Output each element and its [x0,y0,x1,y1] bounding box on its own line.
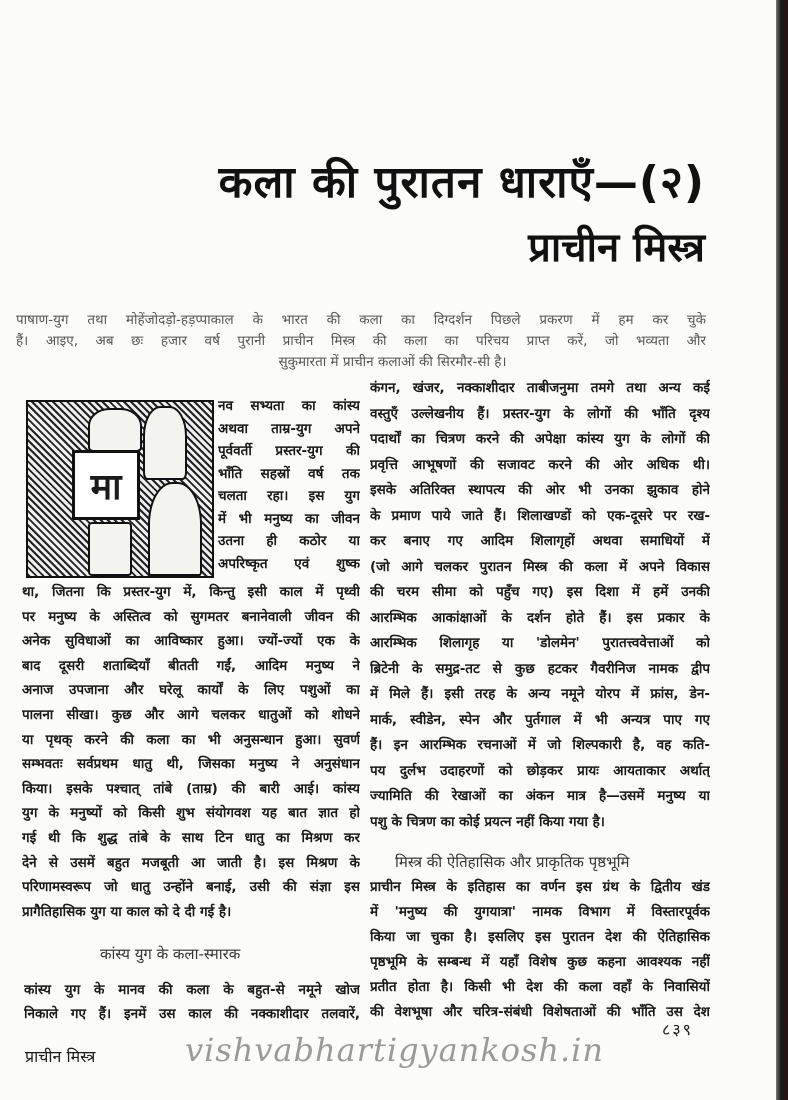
text-line: प्रतीत होता है। किसी भी देश की कला वहाँ के निवासियों [370,979,710,995]
text-line: पय दुर्लभ उदाहरणों को छोड़कर प्रायः आयताकार अर्थात् [370,762,710,779]
text-line: युग के मनुष्यों को किसी शुभ संयोगवश यह बात ज्ञात हो [22,805,360,822]
running-footer: प्राचीन मिस्त्र [25,1047,96,1066]
section-heading-background: मिस्त्र की ऐतिहासिक और प्राकृतिक पृष्ठभूमि [395,853,630,871]
text-line: पृष्ठभूमि के सम्बन्ध में यहाँ विशेष कुछ कहना आवश्यक नहीं [370,954,710,970]
watermark: vishvabhartigyankosh.in [185,1031,605,1069]
text-line: पदार्थों का चित्रण करने की अपेक्षा कांस्य युग के लोगों की [370,431,710,447]
text-line: किया जा चुका है। इसलिए इस पुरातन देश की ऐतिहासिक [370,929,710,945]
figure-seated [88,408,142,452]
text-line: में भी मनुष्य का जीवन [218,510,360,527]
figure-priest [148,482,202,576]
text-line: इसके अतिरिक्त स्थापत्य की ओर भी उनका झुकाव होने [370,482,710,498]
figure-temple [88,522,132,576]
text-line: ब्रिटेनी के समुद्र-तट से कुछ हटकर गैवरीनिज नामक द्वीप [370,660,710,677]
text-line: अनाज उपजाना और घरेलू कार्यों के लिए पशुओं का [22,682,360,699]
text-line: ज्यामिति की रेखाओं का अंकन मात्र है—उसमें मनुष्य या [370,788,710,804]
text-line: अपरिष्कृत एवं शुष्क [218,555,360,572]
text-line: हैं। इन आरम्भिक रचनाओं में जो शिल्पकारी है, वह कति- [370,737,710,753]
text-line: अनेक सुविधाओं का आविष्कार हुआ। ज्यों-ज्यों एक के [22,633,360,650]
text-line: प्राचीन मिस्त्र के इतिहास का वर्णन इस ग्रंथ के द्वितीय खंड [370,879,710,895]
text-line: में मिले हैं। इसी तरह के अन्य नमूने योरप में फ्रांस, डेन- [370,686,710,702]
text-line: आरम्भिक आकांक्षाओं के दर्शन होते हैं। इस प्रकार के [370,609,710,626]
text-line: चलता रहा। इस युग [218,488,360,504]
text-line: प्रागैतिहासिक युग या काल को दे दी गई है। [22,903,232,920]
dropcap-letter: मा [72,450,140,520]
text-line: सम्भवतः सर्वप्रथम धातु थी, जिसका मनुष्य ने अनुसंधान [22,756,360,773]
text-line: पर मनुष्य के अस्तित्व को सुगमतर बनानेवाली जीवन की [22,608,360,625]
text-line: या पृथक् करने की कला का भी अनुसन्धान हुआ। सुवर्ण [22,731,360,748]
page-number: ८३९ [662,1020,693,1039]
text-line: गई थी कि शुद्ध तांबे के साथ टिन धातु का मिश्रण कर [22,830,360,846]
text-line: पूर्ववर्ती प्रस्तर-युग की [218,443,360,459]
text-line: सुकुमारता में प्राचीन कलाओं की सिरमौर-सी है। [278,354,507,370]
text-line: के प्रमाण पाये जाते हैं। शिलाखण्डों को एक-दूसरे पर रख- [370,507,710,524]
text-line: भाँति सहस्रों वर्ष तक [218,465,360,482]
text-line: (जो आगे चलकर पुरातन मिस्त्र की कला में अपने विकास [370,558,710,575]
text-line: वस्तुएँ उल्लेखनीय हैं। प्रस्तर-युग के लोगों की भाँति दृश्य [370,405,710,422]
text-line: की वेशभूषा और चरित्र-संबंधी विशेषताओं की भाँति उस देश [370,1004,710,1020]
book-edge [776,0,788,1100]
text-line: आरम्भिक शिलागृह या 'डोलमेन' पुरातत्त्ववेत्ताओं को [370,635,710,651]
text-line: बाद दूसरी शताब्दियाँ बीतती गईं, आदिम मनुष्य ने [22,657,360,674]
chapter-title: कला की पुरातन धाराएँ—(२) [218,157,705,208]
text-line: कर बनाए गए आदिम शिलागृहों अथवा समाधियों में [370,533,710,549]
text-line: अथवा ताम्र-युग अपने [218,420,360,437]
text-line: देने से उसमें बहुत मजबूती आ जाती है। इस मिश्रण के [22,854,360,871]
text-line: पाषाण-युग तथा मोहेंजोदड़ो-हड़प्पाकाल के भारत की कला का दिग्दर्शन पिछले प्रकरण में हम कर चुके [16,312,706,328]
text-line: परिणामस्वरूप जो धातु उन्होंने बनाई, उसी की संज्ञा इस [22,879,360,896]
text-line: में 'मनुष्य की युगयात्रा' नामक विभाग में विस्तारपूर्वक [370,904,710,920]
text-line: नव सभ्यता का कांस्य [218,398,360,414]
text-line: उतना ही कठोर या [218,533,360,549]
text-line: की चरम सीमा को पहुँच गए) इस दिशा में हमें उनकी [370,584,710,600]
section-heading-bronze-age: कांस्य युग के कला-स्मारक [100,945,241,963]
text-line: प्रवृत्ति आभूषणों की सजावट करने की ओर अधिक थी। [370,456,710,473]
chapter-subtitle: प्राचीन मिस्त्र [528,225,705,271]
text-line: कंगन, खंजर, नक्काशीदार ताबीजनुमा तमगे तथा अन्य कई [370,380,710,396]
figure-dancer [143,406,187,480]
dropcap-illustration [26,400,214,578]
text-line: निकाले गए हैं। इनमें उस काल की नक्काशीदार तलवारें, [24,1006,360,1022]
text-line: था, जितना कि प्रस्तर-युग में, किन्तु इसी काल में पृथ्वी [22,584,360,600]
text-line: मार्क, स्वीडेन, स्पेन और पुर्तगाल में भी अन्यत्र पाए गए [370,711,710,728]
text-line: किया। इसके पश्चात् तांबे (ताम्र) की बारी आई। कांस्य [22,780,360,797]
text-line: पालना सीखा। कुछ और आगे चलकर धातुओं को शोधने [22,707,360,723]
text-line: हैं। आइए, अब छः हजार वर्ष पुरानी प्राचीन मिस्त्र की कला का परिचय प्राप्त करें, जो भव्यता और [16,333,706,349]
text-line: कांस्य युग के मानव की कला के बहुत-से नमूने खोज [24,982,360,998]
text-line: पशु के चित्रण का कोई प्रयत्न नहीं किया गया है। [370,813,605,830]
